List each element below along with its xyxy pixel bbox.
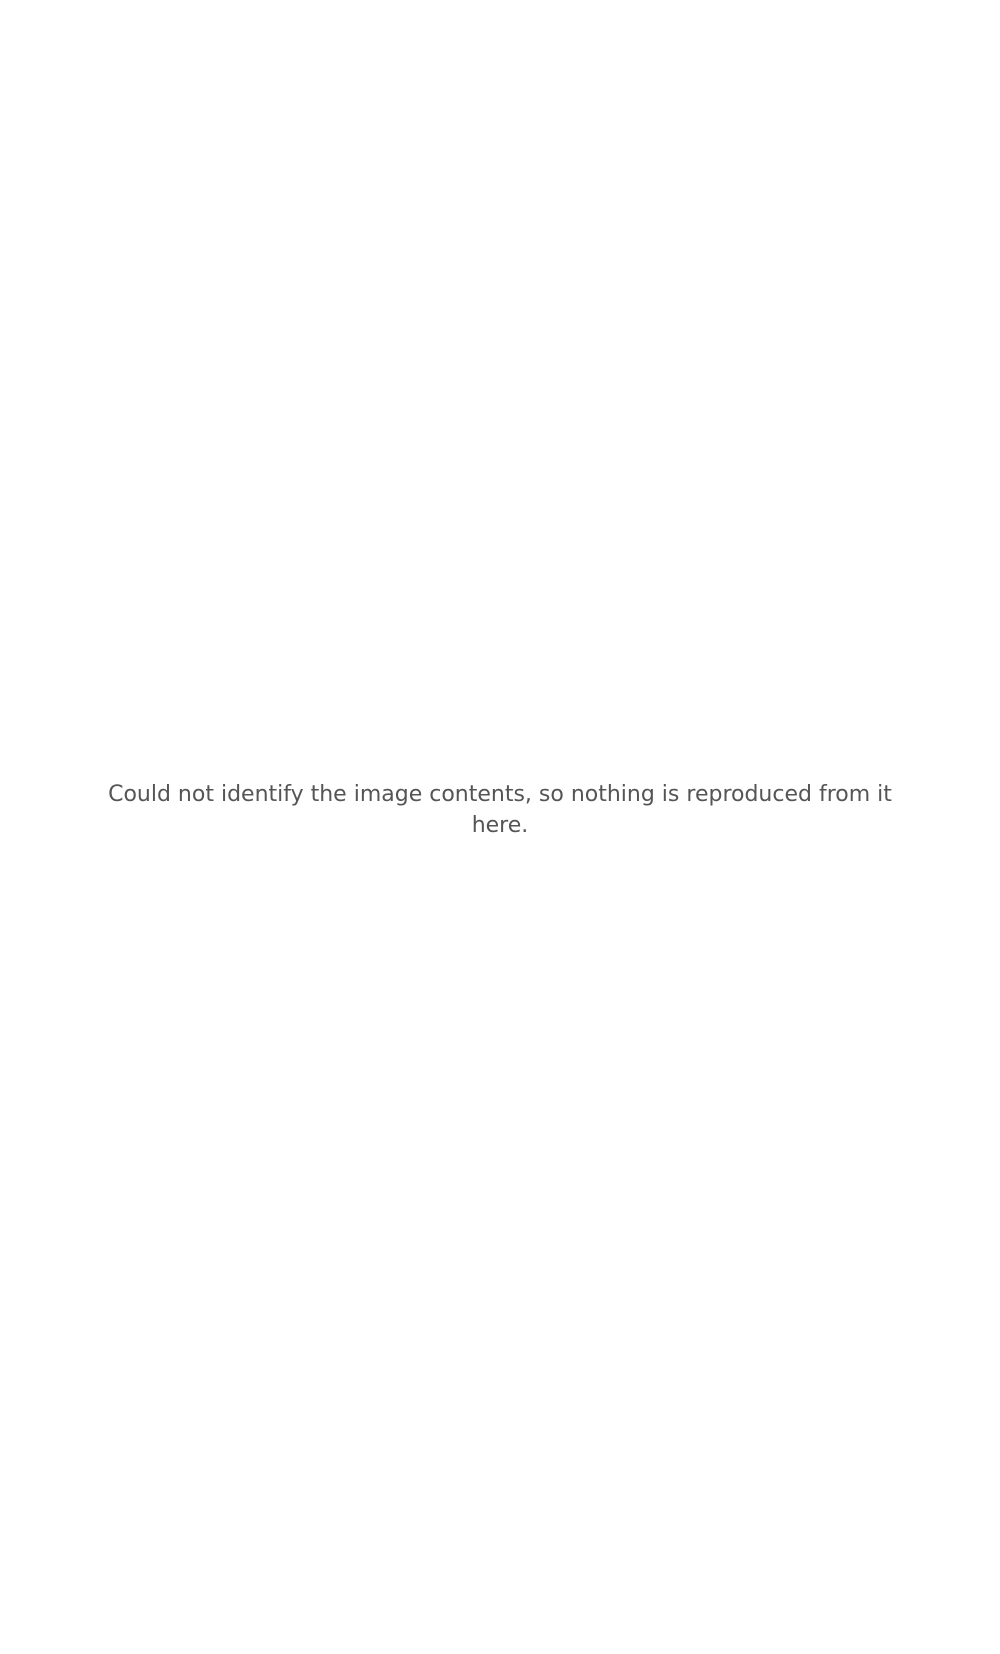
notice-text: Could not identify the image contents, so nothing is reproduced from it here.: [108, 782, 892, 838]
